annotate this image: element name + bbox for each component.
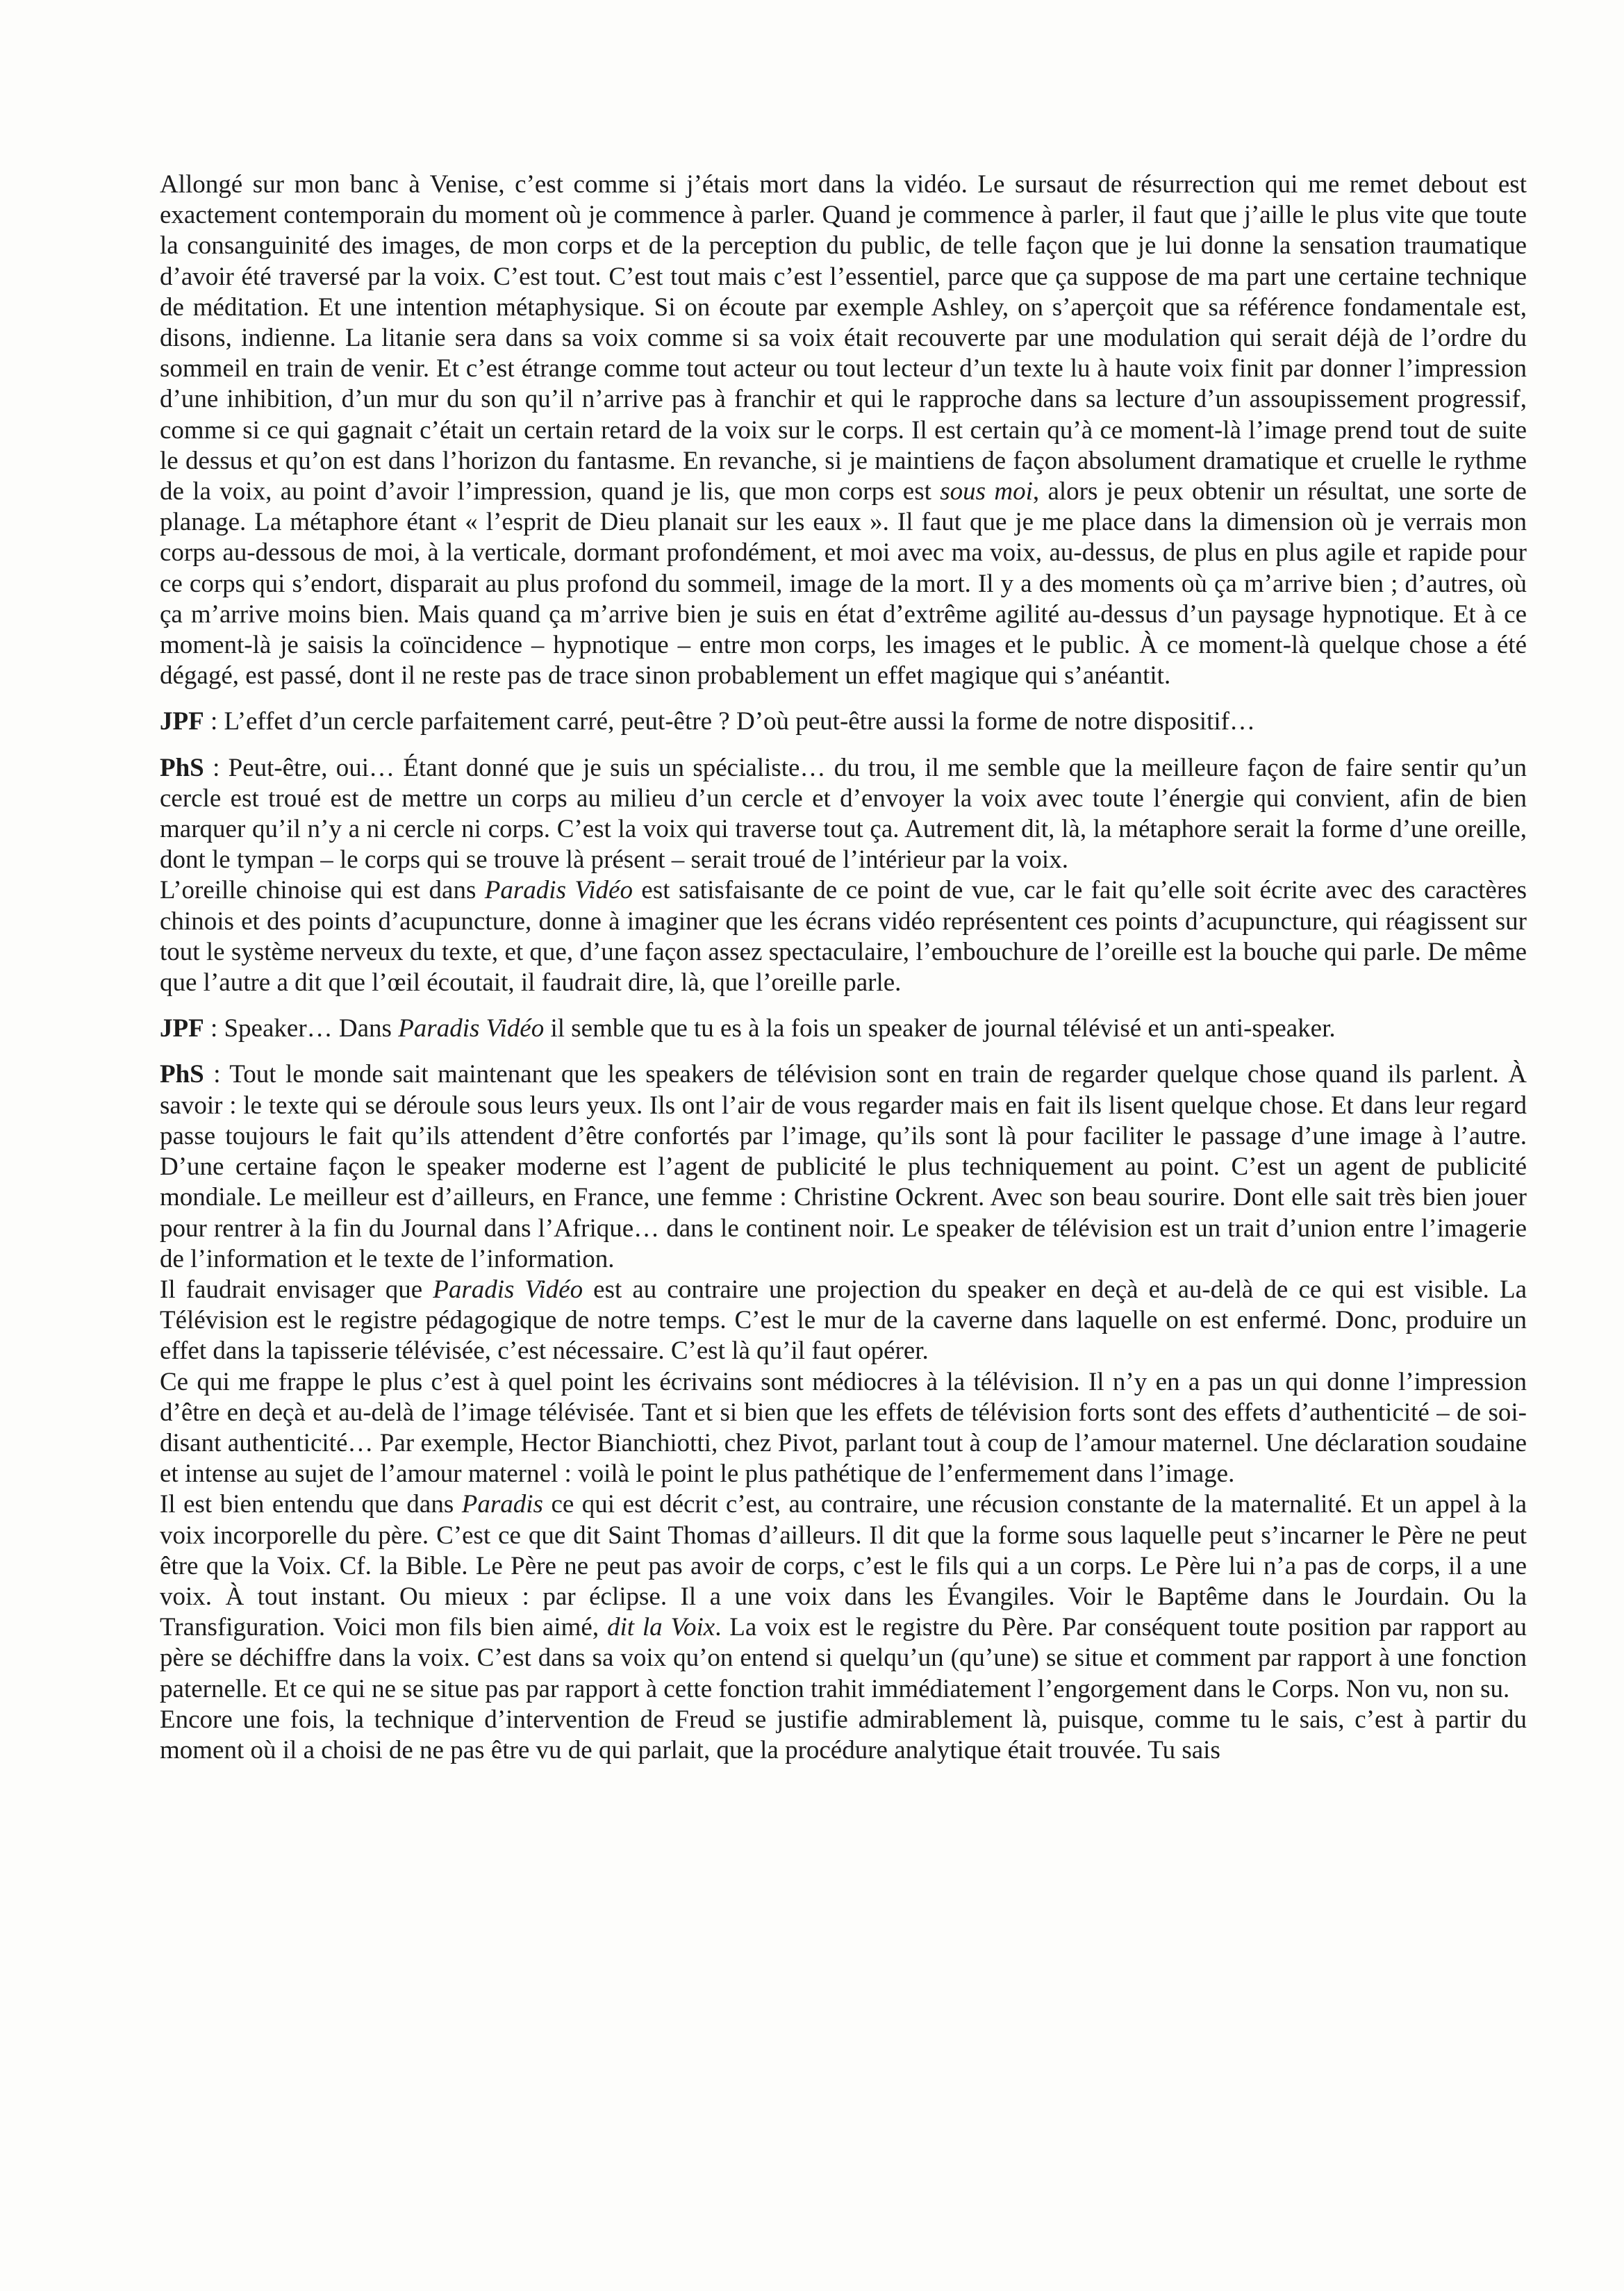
- italic-text: dit la Voix: [606, 1613, 715, 1642]
- paragraph: [160, 706, 1527, 737]
- speaker-label: JPF: [160, 707, 204, 736]
- italic-text: Paradis Vidéo: [398, 1014, 545, 1043]
- text-segment: il semble que tu es à la fois un speaker de journal télévisé et un anti-speaker.: [544, 1014, 1336, 1043]
- italic-text: Paradis Vidéo: [484, 876, 633, 905]
- text-segment: Il est bien entendu que dans: [160, 1490, 462, 1519]
- text-segment: , alors je peux obtenir un résultat, une sorte de planage. La métaphore étant « l’esprit de Dieu planait sur les eaux ». Il faut que je me place dans la dimension où je verrais mon corps au-dessous de moi, à la verticale, dormant profondément, et moi avec ma voix, au-dessus, de plus en plus agile et rapide pour ce corps qui s’endort, disparait au plus profond du sommeil, image de la mort. Il y a des moments où ça m’arrive bien ; d’autres, où ça m’arrive moins bien. Mais quand ça m’arrive bien je suis en état d’extrême agilité au-dessus d’un paysage hypnotique. Et à ce moment-là je saisis la coïncidence – hypnotique – entre mon corps, les images et le public. À ce moment-là quelque chose a été dégagé, est passé, dont il ne reste pas de trace sinon probablement un effet magique qui s’anéantit.: [160, 477, 1527, 690]
- text-segment: est satisfaisante de ce point de vue, car le fait qu’elle soit écrite avec des caractères chinois et des points d’acupuncture, donne à imaginer que les écrans vidéo représentent ces points d’acupuncture, qui réagissent sur tout le système nerveux du texte, et que, d’une façon assez spectaculaire, l’embouchure de l’oreille est la bouche qui parle. De même que l’autre a dit que l’œil écoutait, il faudrait dire, là, que l’oreille parle.: [160, 876, 1527, 998]
- text-segment: : Peut-être, oui… Étant donné que je suis un spécialiste… du trou, il me semble que la meilleure façon de faire sentir qu’un cercle est troué est de mettre un corps au milieu d’un cercle et d’envoyer la voix avec toute l’énergie qui convient, afin de bien marquer qu’il n’y a ni cercle ni corps. C’est la voix qui traverse tout ça. Autrement dit, là, la métaphore serait la forme d’une oreille, dont le tympan – le corps qui se trouve là présent – serait troué de l’intérieur par la voix.: [160, 753, 1527, 875]
- text-segment: Allongé sur mon banc à Venise, c’est comme si j’étais mort dans la vidéo. Le sursaut de résurrection qui me remet debout est exactement contemporain du moment où je commence à parler. Quand je commence à parler, il faut que j’aille le plus vite que toute la consanguinité des images, de mon corps et de la perception du public, de telle façon que je lui donne la sensation traumatique d’avoir été traversé par la voix. C’est tout. C’est tout mais c’est l’essentiel, parce que ça suppose de ma part une certaine technique de méditation. Et une intention métaphysique. Si on écoute par exemple Ashley, on s’aperçoit que sa référence fondamentale est, disons, indienne. La litanie sera dans sa voix comme si sa voix était recouverte par une modulation qui serait déjà de l’ordre du sommeil en train de venir. Et c’est étrange comme tout acteur ou tout lecteur d’un texte lu à haute voix finit par donner l’impression d’une inhibition, d’un mur du son qu’il n’arrive pas à franchir et qui le rapproche dans sa lecture d’un assoupissement progressif, comme si ce qui gagnait c’était un certain retard de la voix sur le corps. Il est certain qu’à ce moment-là l’image prend tout de suite le dessus et qu’on est dans l’horizon du fantasme. En revanche, si je maintiens de façon absolument dramatique et cruelle le rythme de la voix, au point d’avoir l’impression, quand je lis, que mon corps est: [160, 170, 1527, 506]
- paragraph: [160, 1367, 1527, 1490]
- italic-text: Paradis: [461, 1490, 543, 1519]
- speaker-label: PhS: [160, 1060, 204, 1089]
- paragraph: [160, 753, 1527, 876]
- italic-text: Paradis Vidéo: [433, 1275, 583, 1304]
- document-body: [160, 169, 1527, 1766]
- text-segment: ce qui est décrit c’est, au contraire, une récusion constante de la maternalité. Et un appel à la voix incorporelle du père. C’est ce que dit Saint Thomas d’ailleurs. Il dit que la forme sous laquelle peut s’incarner le Père ne peut être que la Voix. Cf. la Bible. Le Père ne peut pas avoir de corps, c’est le fils qui a un corps. Le Père lui n’a pas de corps, il a une voix. À tout instant. Ou mieux : par éclipse. Il a une voix dans les Évangiles. Voir le Baptême dans le Jourdain. Ou la Transfiguration. Voici mon fils bien aimé,: [160, 1490, 1527, 1642]
- paragraph: [160, 1275, 1527, 1367]
- speaker-label: PhS: [160, 753, 204, 782]
- text-segment: : Speaker… Dans: [204, 1014, 399, 1043]
- text-segment: Il faudrait envisager que: [160, 1275, 433, 1304]
- paragraph: [160, 1705, 1527, 1766]
- text-segment: Encore une fois, la technique d’intervention de Freud se justifie admirablement là, puisque, comme tu le sais, c’est à partir du moment où il a choisi de ne pas être vu de qui parlait, que la procédure analytique était trouvée. Tu sais: [160, 1705, 1527, 1764]
- paragraph: [160, 875, 1527, 998]
- paragraph: [160, 1014, 1527, 1044]
- paragraph: [160, 1489, 1527, 1704]
- text-segment: : L’effet d’un cercle parfaitement carré, peut-être ? D’où peut-être aussi la forme de notre dispositif…: [204, 707, 1255, 736]
- text-segment: . La voix est le registre du Père. Par conséquent toute position par rapport au père se déchiffre dans la voix. C’est dans sa voix qu’on entend si quelqu’un (qu’une) se situe et comment par rapport à une fonction paternelle. Et ce qui ne se situe pas par rapport à cette fonction trahit immédiatement l’engorgement dans le Corps. Non vu, non su.: [160, 1613, 1527, 1703]
- text-segment: L’oreille chinoise qui est dans: [160, 876, 485, 905]
- text-segment: est au contraire une projection du speaker en deçà et au-delà de ce qui est visible. La Télévision est le registre pédagogique de notre temps. C’est le mur de la caverne dans laquelle on est enfermé. Donc, produire un effet dans la tapisserie télévisée, c’est nécessaire. C’est là qu’il faut opérer.: [160, 1275, 1527, 1366]
- text-segment: Ce qui me frappe le plus c’est à quel point les écrivains sont médiocres à la télévision. Il n’y en a pas un qui donne l’impression d’être en deçà et au-delà de l’image télévisée. Tant et si bien que les effets de télévision forts sont des effets d’authenticité – de soi-disant authenticité… Par exemple, Hector Bianchiotti, chez Pivot, parlant tout à coup de l’amour maternel. Une déclaration soudaine et intense au sujet de l’amour maternel : voilà le point le plus pathétique de l’enfermement dans l’image.: [160, 1367, 1527, 1489]
- paragraph: [160, 1059, 1527, 1274]
- italic-text: sous moi: [940, 477, 1033, 506]
- paragraph: [160, 169, 1527, 691]
- speaker-label: JPF: [160, 1014, 204, 1043]
- text-segment: : Tout le monde sait maintenant que les speakers de télévision sont en train de regarder quelque chose quand ils parlent. À savoir : le texte qui se déroule sous leurs yeux. Ils ont l’air de vous regarder mais en fait ils lisent quelque chose. Et dans leur regard passe toujours le fait qu’ils attendent d’être confortés par l’image, qu’ils sont là pour faciliter le passage d’une image à l’autre. D’une certaine façon le speaker moderne est l’agent de publicité le plus techniquement au point. C’est un agent de publicité mondiale. Le meilleur est d’ailleurs, en France, une femme : Christine Ockrent. Avec son beau sourire. Dont elle sait très bien jouer pour rentrer à la fin du Journal dans l’Afrique… dans le continent noir. Le speaker de télévision est un trait d’union entre l’imagerie de l’information et le texte de l’information.: [160, 1060, 1527, 1273]
